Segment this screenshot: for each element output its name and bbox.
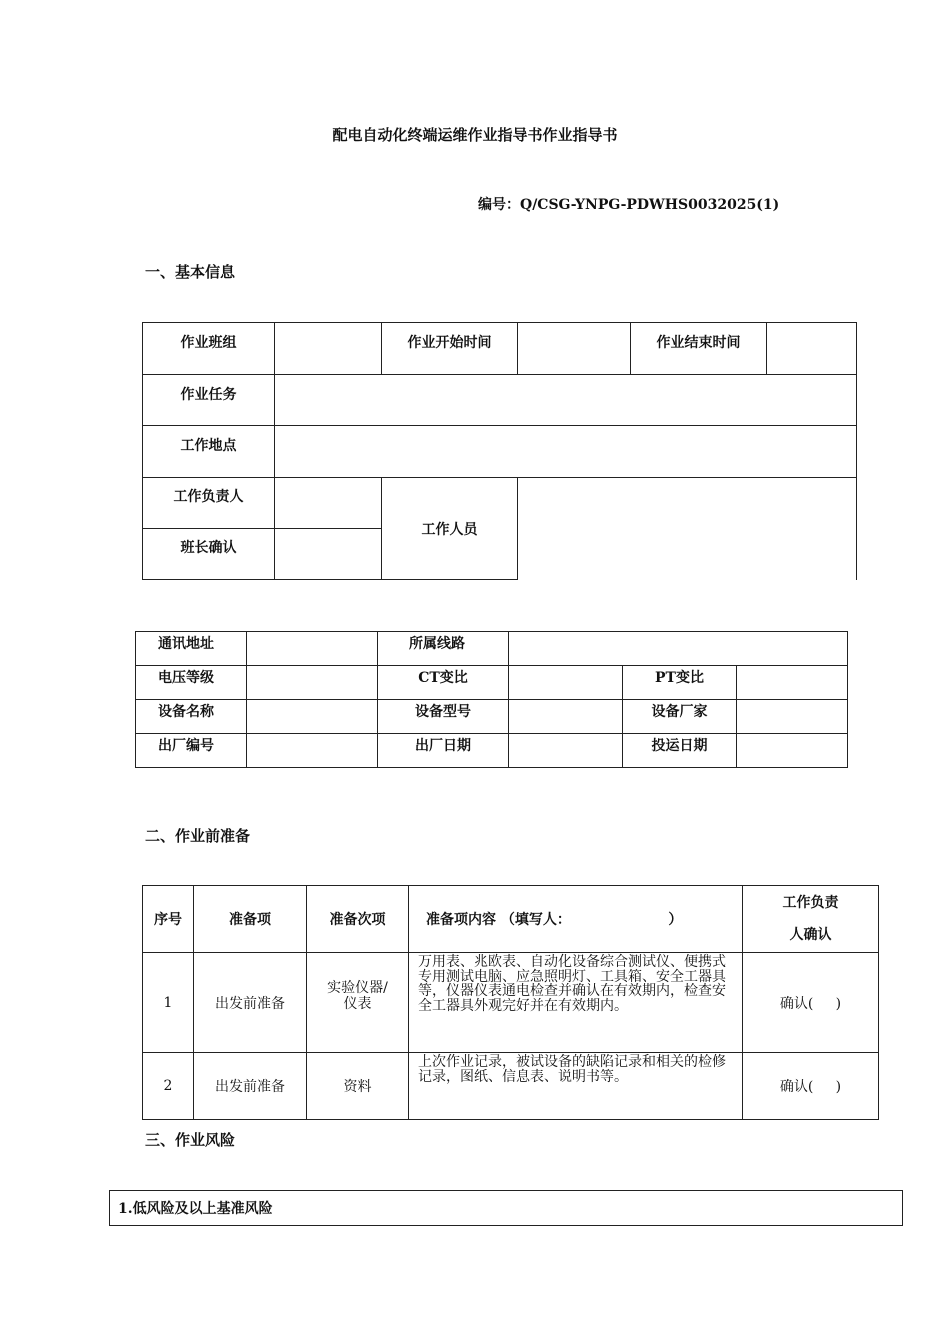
factory-date-value[interactable]: [509, 734, 623, 768]
workers-label: 工作人员: [382, 478, 518, 580]
model-label: 设备型号: [378, 700, 509, 734]
row-sub: [307, 953, 409, 1053]
end-time-value[interactable]: [767, 323, 857, 375]
pt-value[interactable]: [737, 666, 848, 700]
address-value[interactable]: [247, 632, 378, 666]
model-value[interactable]: [509, 700, 623, 734]
preparation-table: [142, 885, 879, 1120]
row-confirm[interactable]: 确认( ): [743, 1053, 879, 1120]
maker-value[interactable]: [737, 700, 848, 734]
place-label: 工作地点: [143, 426, 275, 478]
row-item: 出发前准备: [194, 1053, 307, 1120]
header-no: 序号: [143, 886, 194, 953]
address-label: 通讯地址: [136, 632, 247, 666]
table-row: [143, 953, 879, 1053]
document-title: 配电自动化终端运维作业指导书作业指导书: [332, 126, 618, 144]
document-number: 编号：Q/CSG-YNPG-PDWHS0032025(1): [478, 197, 780, 213]
section-heading-risk: 三、作业风险: [145, 1131, 236, 1149]
section-heading-preparation: 二、作业前准备: [145, 827, 251, 845]
row-item: 出发前准备: [194, 953, 307, 1053]
row-sub: [307, 1053, 409, 1120]
monitor-value[interactable]: [275, 529, 382, 580]
row-no: 2: [143, 1053, 194, 1120]
task-label: 作业任务: [143, 375, 275, 426]
row-content: 万用表、兆欧表、自动化设备综合测试仪、便携式专用测试电脑、应急照明灯、工具箱、安全工器具等，仪器仪表通电检查并确认在有效期内，检查安全工器具外观完好并在有效期内。: [409, 953, 743, 1053]
place-value[interactable]: [275, 426, 857, 478]
task-value[interactable]: [275, 375, 857, 426]
leader-label: 工作负责人: [143, 478, 275, 529]
factory-date-label: 出厂日期: [378, 734, 509, 768]
end-time-label: 作业结束时间: [631, 323, 767, 375]
header-item: 准备项: [194, 886, 307, 953]
header-confirm: [743, 886, 879, 953]
basic-info-table: [142, 322, 857, 580]
maker-label: 设备厂家: [623, 700, 737, 734]
header-sub: 准备次项: [307, 886, 409, 953]
serial-label: 出厂编号: [136, 734, 247, 768]
row-confirm[interactable]: 确认( ): [743, 953, 879, 1053]
line-value[interactable]: [509, 632, 848, 666]
risk-title: 1.低风险及以上基准风险: [110, 1191, 903, 1226]
team-label: 作业班组: [143, 323, 275, 375]
leader-value[interactable]: [275, 478, 382, 529]
header-confirm-line2: 人确认: [789, 927, 832, 943]
commission-date-label: 投运日期: [623, 734, 737, 768]
risk-table: [109, 1190, 903, 1226]
device-name-value[interactable]: [247, 700, 378, 734]
device-info-table: [135, 631, 848, 768]
ct-label: CT变比: [378, 666, 509, 700]
header-content: 准备项内容 （填写人： ）: [409, 886, 743, 953]
row-sub-line2: 仪表: [343, 995, 372, 1012]
row-content: 上次作业记录，被试设备的缺陷记录和相关的检修记录，图纸、信息表、说明书等。: [409, 1053, 743, 1120]
voltage-value[interactable]: [247, 666, 378, 700]
device-name-label: 设备名称: [136, 700, 247, 734]
pt-label: PT变比: [623, 666, 737, 700]
line-label: 所属线路: [378, 632, 509, 666]
monitor-label: 班长确认: [143, 529, 275, 580]
commission-date-value[interactable]: [737, 734, 848, 768]
ct-value[interactable]: [509, 666, 623, 700]
serial-value[interactable]: [247, 734, 378, 768]
start-time-value[interactable]: [518, 323, 631, 375]
section-heading-basic-info: 一、基本信息: [145, 263, 236, 281]
row-sub-line1: 实验仪器/: [327, 979, 388, 996]
start-time-label: 作业开始时间: [382, 323, 518, 375]
workers-value[interactable]: [518, 478, 857, 580]
voltage-label: 电压等级: [136, 666, 247, 700]
table-row: [143, 1053, 879, 1120]
row-no: 1: [143, 953, 194, 1053]
header-confirm-line1: 工作负责: [782, 895, 839, 911]
team-value[interactable]: [275, 323, 382, 375]
row-sub-line1: 资料: [343, 1079, 372, 1095]
